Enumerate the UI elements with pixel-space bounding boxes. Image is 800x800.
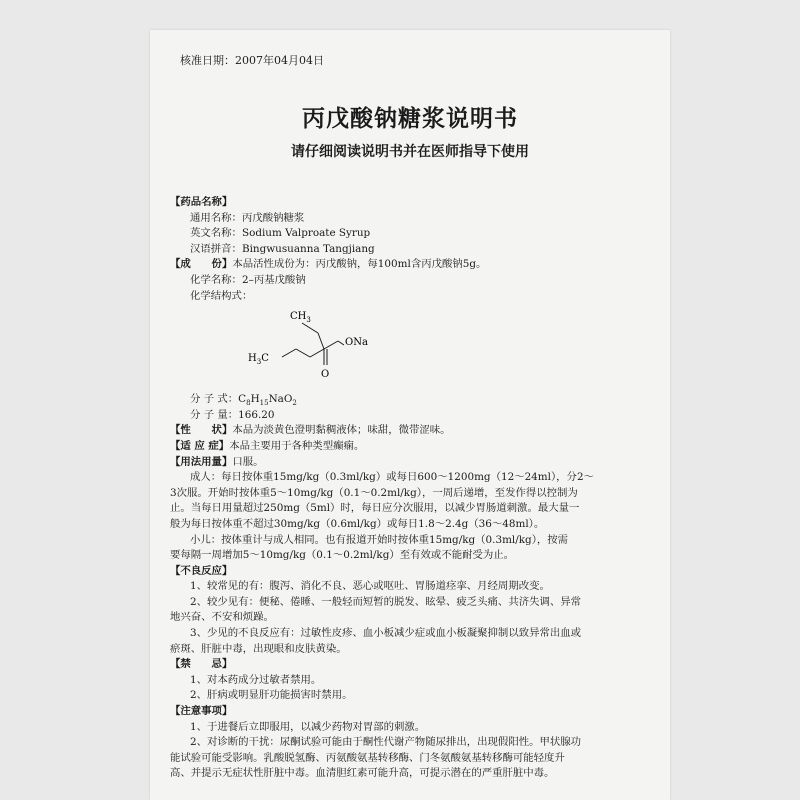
section-dosage: 【用法用量】口服。: [170, 455, 264, 468]
precaution-item-2b: 能试验可能受影响。乳酸脱氢酶、丙氨酸氨基转移酶、门冬氨酸氨基转移酶可能轻度升: [170, 751, 565, 764]
structure-ch3-top: CH: [290, 311, 307, 322]
adverse-item-2b: 地兴奋、不安和烦躁。: [170, 611, 274, 624]
dosage-child-2: 要每隔一周增加5～10mg/kg（0.1～0.2ml/kg）至有效或不能耐受为止。: [170, 549, 515, 562]
structure-o: O: [321, 369, 330, 380]
adverse-item-1: 1、较常见的有：腹泻、消化不良、恶心或呕吐、胃肠道痉挛、月经周期改变。: [190, 580, 550, 593]
section-precautions: 【注意事项】: [170, 705, 233, 718]
contra-item-1: 1、对本药成分过敏者禁用。: [190, 673, 322, 686]
precaution-item-1: 1、于进餐后立即服用，以减少药物对胃部的刺激。: [190, 720, 426, 733]
document-title: 丙戊酸钠糖浆说明书: [302, 106, 518, 132]
precaution-item-2c: 高、并提示无症状性肝脏中毒。血清胆红素可能升高，可提示潜在的严重肝脏中毒。: [170, 767, 555, 780]
pinyin-row: 汉语拼音：Bingwusuanna Tangjiang: [190, 242, 375, 255]
dosage-adult-2: 3次服。开始时按体重5～10mg/kg（0.1～0.2ml/kg），一周后递增，至发作得以控制为: [170, 486, 578, 499]
adverse-item-2a: 2、较少见有：便秘、倦睡、一般轻而短暂的脱发、眩晕、疲乏头痛、共济失调、异常: [190, 595, 582, 608]
section-properties: 【性 状】本品为淡黄色澄明黏稠液体；味甜，微带涩味。: [170, 424, 451, 437]
structure-h3c-left: H: [248, 353, 257, 364]
leaflet-content: [170, 195, 640, 782]
section-composition: 【成 份】本品活性成份为：丙戊酸钠，每100ml含丙戊酸钠5g。: [170, 258, 487, 271]
svg-text:H3C: $H_3C$: [248, 353, 269, 366]
adverse-item-3a: 3、少见的不良反应有：过敏性皮疹、血小板减少症或血小板凝聚抑制以致异常出血或: [190, 627, 582, 640]
structure-ona: ONa: [345, 337, 368, 348]
section-adverse: 【不良反应】: [170, 564, 233, 577]
approval-date: 核准日期：2007年04月04日: [180, 54, 324, 67]
mw-row: 分 子 量：166.20: [190, 408, 275, 421]
document-subtitle: 请仔细阅读说明书并在医师指导下使用: [291, 144, 529, 160]
dosage-adult-1: 成人：每日按体重15mg/kg（0.3ml/kg）或每日600～1200mg（12～24ml），分2～: [190, 471, 594, 484]
section-contraindications: 【禁 忌】: [170, 658, 233, 671]
english-name-row: 英文名称：Sodium Valproate Syrup: [190, 227, 371, 240]
structure-label: 化学结构式：: [190, 289, 253, 302]
adverse-item-3b: 瘀斑、肝脏中毒，出现眼和皮肤黄染。: [170, 642, 347, 655]
dosage-child-1: 小儿：按体重计与成人相同。也有报道开始时按体重15mg/kg（0.3ml/kg），按需: [190, 533, 569, 546]
formula-row: 分 子 式：$C_8H_{15}NaO_2$: [190, 393, 297, 408]
chem-name-row: 化学名称：2–丙基戊酸钠: [190, 273, 306, 286]
section-drug-name: 【药品名称】: [170, 196, 233, 208]
contra-item-2: 2、肝病或明显肝功能损害时禁用。: [190, 689, 353, 702]
svg-text:CH3: $CH_3$: [290, 311, 311, 324]
dosage-adult-3: 止。当每日用量超过250mg（5ml）时，每日应分次服用，以减少胃肠道刺激。最大量一: [170, 502, 580, 515]
precaution-item-2a: 2、对诊断的干扰：尿酮试验可能由于酮性代谢产物随尿排出，出现假阳性。甲状腺功: [190, 736, 582, 749]
dosage-adult-4: 般为每日按体重不超过30mg/kg（0.6ml/kg）或每日1.8～2.4g（36～48ml）。: [170, 517, 545, 530]
common-name-row: 通用名称：丙戊酸钠糖浆: [190, 211, 305, 224]
section-indications: 【适 应 症】本品主要用于各种类型癫痫。: [170, 439, 365, 452]
